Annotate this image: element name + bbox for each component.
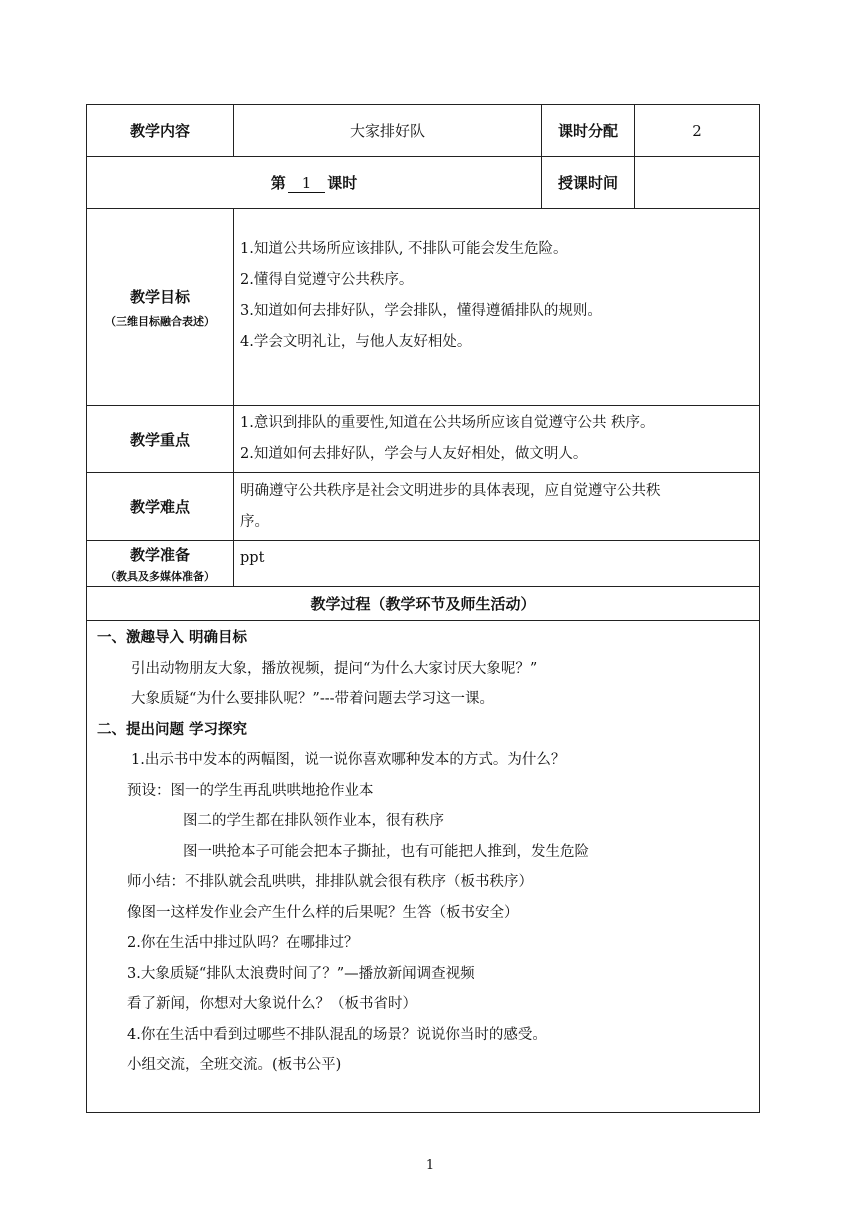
row-preparation xyxy=(87,541,760,587)
row-lesson xyxy=(87,157,760,209)
preparation-sublabel: （教具及多媒体准备） xyxy=(105,569,215,583)
row-key-points xyxy=(87,406,760,473)
difficulty-line: 明确遵守公共秩序是社会文明进步的具体表现，应自觉遵守公共秩 xyxy=(240,482,661,499)
lesson-suffix: 课时 xyxy=(327,174,358,192)
process-content xyxy=(87,621,760,1113)
preparation-label: 教学准备 xyxy=(129,545,190,564)
process-line: 引出动物朋友大象，播放视频，提问“为什么大家讨厌大象呢？” xyxy=(131,660,538,677)
process-line: 4.你在生活中看到过哪些不排队混乱的场景？说说你当时的感受。 xyxy=(127,1026,547,1043)
process-heading: 一、激趣导入 明确目标 xyxy=(97,630,248,646)
goals-label: 教学目标 xyxy=(129,287,190,306)
goal-item: 3.知道如何去排好队，学会排队，懂得遵循排队的规则。 xyxy=(240,303,602,319)
page-number: 1 xyxy=(425,1158,435,1173)
difficulties-content xyxy=(234,473,760,541)
process-heading: 二、提出问题 学习探究 xyxy=(97,721,248,738)
difficulty-line: 序。 xyxy=(240,513,269,530)
key-points-content xyxy=(234,406,760,473)
key-point-item: 1.意识到排队的重要性,知道在公共场所应该自觉遵守公共 秩序。 xyxy=(240,415,655,431)
hours-value: 2 xyxy=(635,105,760,157)
content-value: 大家排好队 xyxy=(234,105,542,157)
key-point-item: 2.知道如何去排好队，学会与人友好相处，做文明人。 xyxy=(240,446,588,462)
process-line: 像图一这样发作业会产生什么样的后果呢？生答（板书安全） xyxy=(127,904,519,921)
lesson-prefix: 第 xyxy=(270,174,286,192)
content-label: 教学内容 xyxy=(87,105,234,157)
goals-content xyxy=(234,209,760,406)
goals-sublabel: （三维目标融合表述） xyxy=(105,314,215,328)
hours-label: 课时分配 xyxy=(542,105,635,157)
process-title: 教学过程（教学环节及师生活动） xyxy=(87,587,760,621)
teaching-time-label: 授课时间 xyxy=(542,157,635,209)
row-goals xyxy=(87,209,760,406)
process-line: 图一哄抢本子可能会把本子撕扯，也有可能把人推到，发生危险 xyxy=(183,843,589,860)
row-process-title xyxy=(87,587,760,621)
goal-item: 1.知道公共场所应该排队, 不排队可能会发生危险。 xyxy=(240,241,568,257)
process-line: 2.你在生活中排过队吗？在哪排过？ xyxy=(127,935,359,951)
row-content xyxy=(87,105,760,157)
row-process xyxy=(87,621,760,1113)
goal-item: 2.懂得自觉遵守公共秩序。 xyxy=(240,272,414,288)
process-line: 3.大象质疑“排队太浪费时间了？”—播放新闻调查视频 xyxy=(127,965,475,982)
goal-item: 4.学会文明礼让，与他人友好相处。 xyxy=(240,334,472,350)
process-line: 大象质疑“为什么要排队呢？”---带着问题去学习这一课。 xyxy=(131,691,495,707)
process-line: 图二的学生都在排队领作业本，很有秩序 xyxy=(183,813,444,829)
difficulties-label: 教学难点 xyxy=(87,473,234,541)
lesson-number-cell xyxy=(87,157,542,209)
preparation-value: ppt xyxy=(240,550,265,566)
row-difficulties xyxy=(87,473,760,541)
key-points-label: 教学重点 xyxy=(87,406,234,473)
teaching-time-value xyxy=(635,157,760,209)
process-line: 师小结：不排队就会乱哄哄，排排队就会很有秩序（板书秩序） xyxy=(127,874,533,890)
process-line: 看了新闻，你想对大象说什么？（板书省时） xyxy=(127,996,417,1012)
process-line: 小组交流，全班交流。(板书公平) xyxy=(127,1057,342,1073)
lesson-plan-table xyxy=(86,104,760,1113)
process-line: 1.出示书中发本的两幅图，说一说你喜欢哪种发本的方式。为什么？ xyxy=(131,752,566,768)
process-line: 预设：图一的学生再乱哄哄地抢作业本 xyxy=(127,782,374,799)
preparation-content xyxy=(234,541,760,587)
preparation-label-cell xyxy=(87,541,234,587)
lesson-number: 1 xyxy=(288,174,326,193)
goals-label-cell xyxy=(87,209,234,406)
